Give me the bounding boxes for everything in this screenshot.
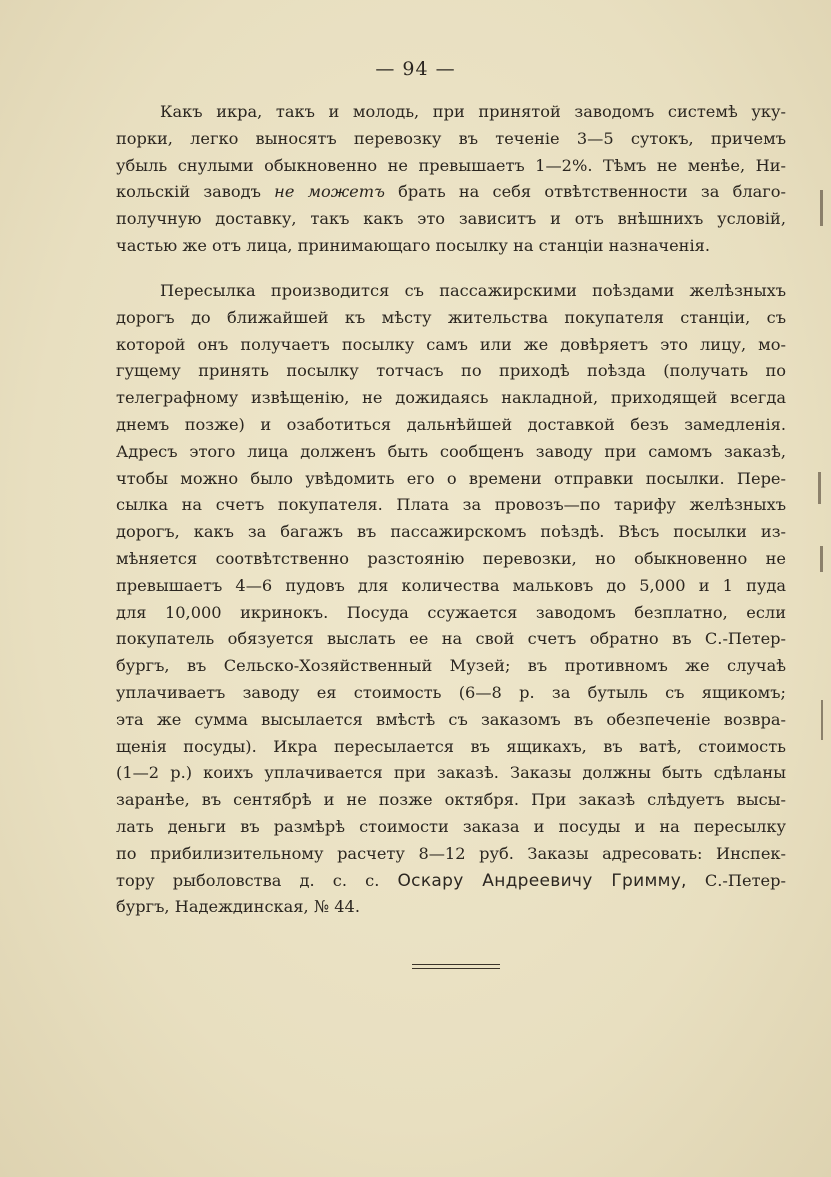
text-line: дорогъ до ближайшей къ мѣсту жительства покупателя станціи, съ bbox=[116, 307, 786, 327]
text-line: сылка на счетъ покупателя. Плата за провозъ—по тарифу желѣзныхъ bbox=[116, 495, 786, 515]
text-line: бургъ, Надеждинская, № 44. bbox=[116, 897, 360, 917]
text-line: Какъ икра, такъ и молодь, при принятой заводомъ системѣ уку- bbox=[160, 102, 786, 121]
text-line: телеграфному извѣщенію, не дожидаясь накладной, приходящей всегда bbox=[116, 388, 786, 408]
text-line: дорогъ, какъ за багажъ въ пассажирскомъ поѣздѣ. Вѣсъ посылки из- bbox=[116, 522, 786, 542]
text-line: покупатель обязуется выслать ее на свой счетъ обратно въ С.-Петер- bbox=[116, 629, 786, 649]
text-line: которой онъ получаетъ посылку самъ или же довѣряетъ это лицу, мо- bbox=[116, 334, 786, 354]
text-line: Пересылка производится съ пассажирскими поѣздами желѣзныхъ bbox=[160, 281, 786, 300]
text-line: для 10,000 икринокъ. Посуда ссужается заводомъ безплатно, если bbox=[116, 602, 786, 622]
text-line: лать деньги въ размѣрѣ стоимости заказа и посуды и на пересылку bbox=[116, 816, 786, 836]
edge-mark bbox=[820, 190, 823, 226]
text-line: (1—2 р.) коихъ уплачивается при заказѣ. Заказы должны быть сдѣланы bbox=[116, 763, 786, 783]
text-line: убыль снулыми обыкновенно не превышаетъ 1—2%. Тѣмъ не менѣе, Ни- bbox=[116, 155, 786, 175]
text-line: чтобы можно было увѣдомить его о времени отправки посылки. Пере- bbox=[116, 468, 786, 488]
text-line: уплачиваетъ заводу ея стоимость (6—8 р. за бутыль съ ящикомъ; bbox=[116, 682, 786, 702]
end-double-rule bbox=[412, 964, 500, 969]
addressee-name: Оскару Андреевичу Гримму, bbox=[397, 870, 687, 891]
text-fragment: тору рыболовства д. с. с. bbox=[116, 870, 380, 890]
text-line: гущему принять посылку тотчасъ по приходѣ поѣзда (получать по bbox=[116, 361, 786, 381]
edge-mark bbox=[820, 546, 823, 572]
text-line bbox=[116, 868, 786, 895]
text-fragment: брать на себя отвѣтственности за благо- bbox=[398, 182, 786, 202]
paragraph-2 bbox=[116, 278, 786, 921]
text-line: получную доставку, такъ какъ это зависитъ и отъ внѣшнихъ условій, bbox=[116, 209, 786, 229]
paragraph-1 bbox=[116, 99, 786, 260]
text-line: превышаетъ 4—6 пудовъ для количества мальковъ до 5,000 и 1 пуда bbox=[116, 575, 786, 595]
text-line: днемъ позже) и озаботиться дальнѣйшей доставкой безъ замедленія. bbox=[116, 414, 786, 434]
text-line bbox=[116, 179, 786, 206]
text-line: бургъ, въ Сельско-Хозяйственный Музей; въ противномъ же случаѣ bbox=[116, 656, 786, 676]
text-line: щенія посуды). Икра пересылается въ ящикахъ, въ ватѣ, стоимость bbox=[116, 736, 786, 756]
text-line: Адресъ этого лица долженъ быть сообщенъ заводу при самомъ заказѣ, bbox=[116, 441, 786, 461]
emphasized-text: не можетъ bbox=[274, 182, 385, 202]
page-number: — 94 — bbox=[375, 58, 456, 80]
text-line: порки, легко выносятъ перевозку въ теченіе 3—5 сутокъ, причемъ bbox=[116, 128, 786, 148]
text-line: заранѣе, въ сентябрѣ и не позже октября. При заказѣ слѣдуетъ высы- bbox=[116, 790, 786, 810]
text-fragment: кольскій заводъ bbox=[116, 182, 261, 202]
text-line: эта же сумма высылается вмѣстѣ съ заказомъ въ обезпеченіе возвра- bbox=[116, 709, 786, 729]
text-fragment: С.-Петер- bbox=[704, 870, 786, 890]
edge-mark bbox=[818, 472, 821, 504]
text-line: частью же отъ лица, принимающаго посылку на станціи назначенія. bbox=[116, 235, 710, 255]
text-line: по прибилизительному расчету 8—12 руб. Заказы адресовать: Инспек- bbox=[116, 843, 786, 863]
text-line: мѣняется соотвѣтственно разстоянію перевозки, но обыкновенно не bbox=[116, 548, 786, 568]
edge-mark bbox=[821, 700, 823, 740]
